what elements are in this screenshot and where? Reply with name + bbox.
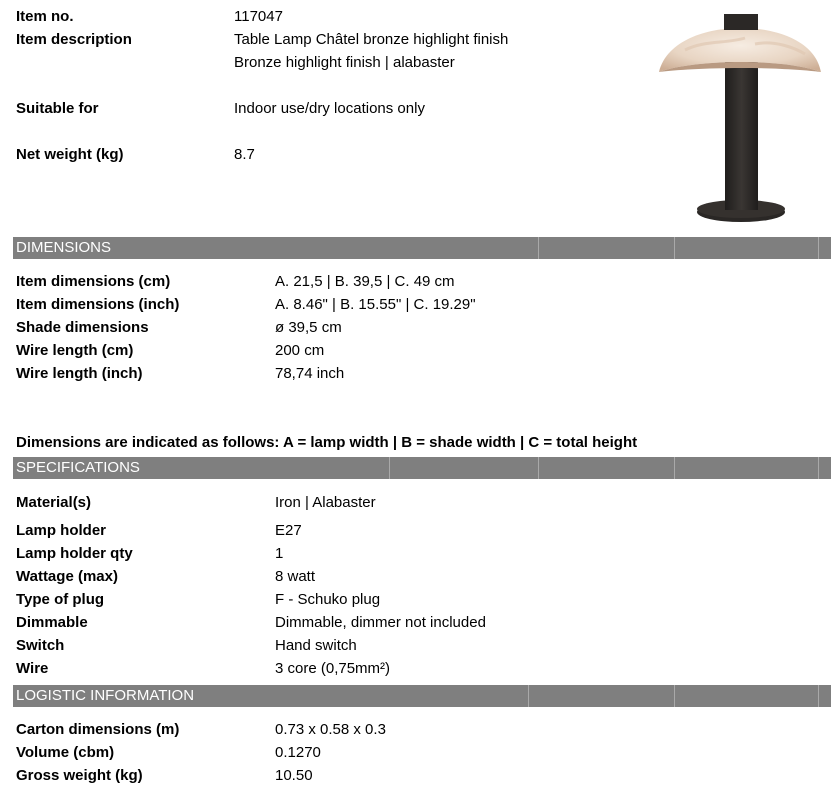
table-lamp-image — [655, 10, 825, 225]
row-value: Iron | Alabaster — [275, 494, 376, 511]
row-value: E27 — [275, 522, 302, 539]
row-value: 8 watt — [275, 568, 316, 585]
row-value: 0.1270 — [275, 744, 321, 761]
item-description-value-1: Table Lamp Châtel bronze highlight finish — [234, 31, 509, 48]
row-value: 0.73 x 0.58 x 0.3 — [275, 721, 386, 738]
row-label: Type of plug — [16, 591, 105, 608]
logistic-section-header — [13, 685, 831, 707]
item-no-value: 117047 — [234, 8, 283, 25]
row-label: Carton dimensions (m) — [16, 721, 180, 738]
suitable-for-label: Suitable for — [16, 100, 99, 117]
row-label: Wattage (max) — [16, 568, 118, 585]
dimensions-note: Dimensions are indicated as follows: A = lamp width | B = shade width | C = total height — [16, 434, 638, 451]
row-label: Switch — [16, 637, 65, 654]
row-value: A. 8.46" | B. 15.55" | C. 19.29" — [275, 296, 476, 313]
net-weight-value: 8.7 — [234, 146, 255, 163]
suitable-for-value: Indoor use/dry locations only — [234, 100, 425, 117]
row-label: Shade dimensions — [16, 319, 149, 336]
specifications-section-header — [13, 457, 831, 479]
dimensions-title: DIMENSIONS — [16, 239, 112, 256]
row-value: ø 39,5 cm — [275, 319, 342, 336]
row-label: Lamp holder — [16, 522, 107, 539]
row-value: 1 — [275, 545, 284, 562]
row-label: Item dimensions (cm) — [16, 273, 171, 290]
row-label: Item dimensions (inch) — [16, 296, 180, 313]
row-label: Wire — [16, 660, 49, 677]
row-label: Volume (cbm) — [16, 744, 115, 761]
row-value: 78,74 inch — [275, 365, 345, 382]
specifications-title: SPECIFICATIONS — [16, 459, 140, 476]
row-value: F - Schuko plug — [275, 591, 381, 608]
row-label: Dimmable — [16, 614, 88, 631]
row-label: Gross weight (kg) — [16, 767, 143, 784]
row-label: Wire length (inch) — [16, 365, 143, 382]
row-value: A. 21,5 | B. 39,5 | C. 49 cm — [275, 273, 455, 290]
item-no-label: Item no. — [16, 8, 74, 25]
row-value: 10.50 — [275, 767, 313, 784]
row-label: Lamp holder qty — [16, 545, 133, 562]
row-value: Hand switch — [275, 637, 357, 654]
row-value: 3 core (0,75mm²) — [275, 660, 391, 677]
dimensions-section-header — [13, 237, 831, 259]
item-description-label: Item description — [16, 31, 132, 48]
net-weight-label: Net weight (kg) — [16, 146, 124, 163]
row-value: 200 cm — [275, 342, 325, 359]
row-label: Material(s) — [16, 494, 92, 511]
row-value: Dimmable, dimmer not included — [275, 614, 486, 631]
lamp-top-cap — [724, 14, 758, 30]
logistic-title: LOGISTIC INFORMATION — [16, 687, 195, 704]
item-description-value-2: Bronze highlight finish | alabaster — [234, 54, 455, 71]
lamp-pole — [725, 50, 758, 210]
row-label: Wire length (cm) — [16, 342, 134, 359]
